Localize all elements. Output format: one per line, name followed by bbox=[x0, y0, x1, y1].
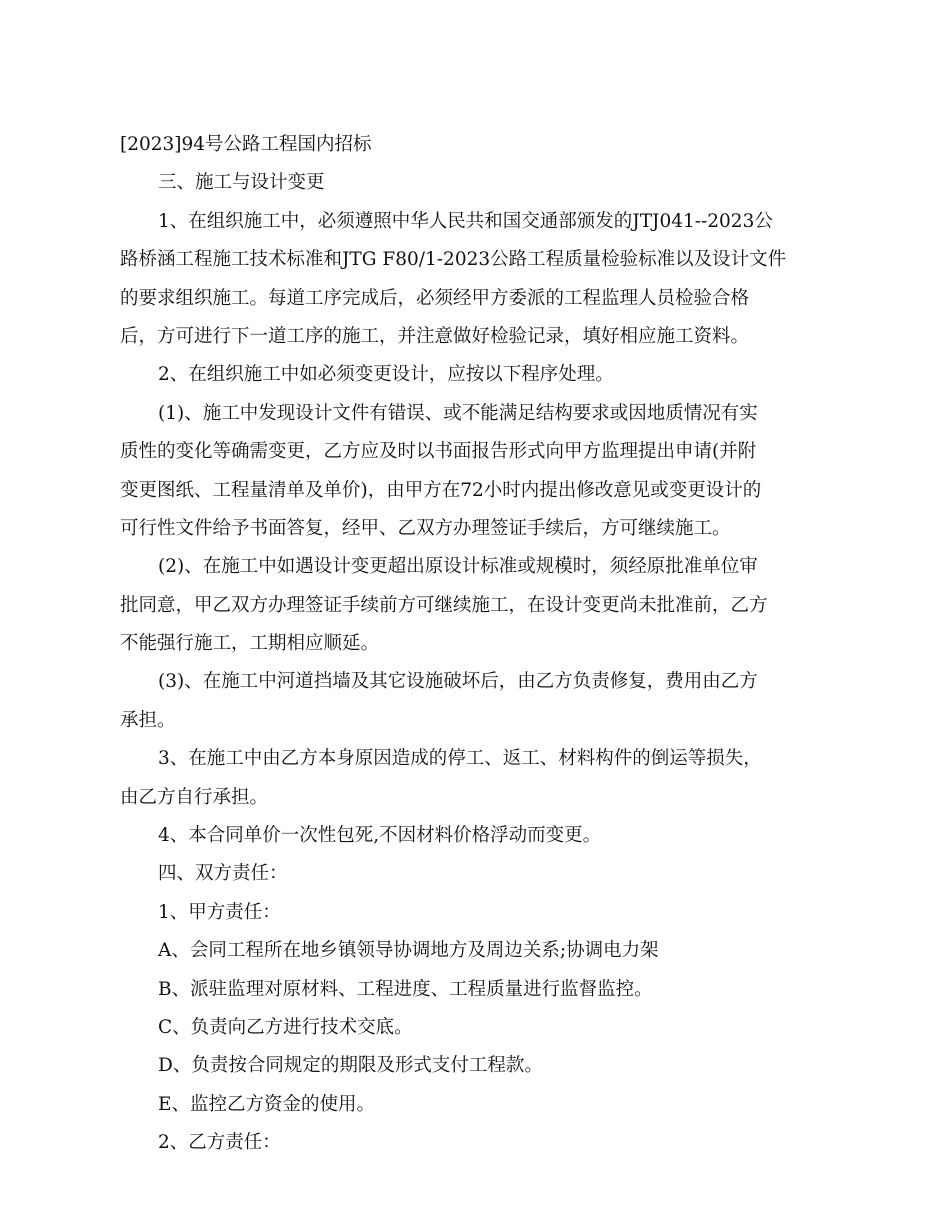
text-line: D、负责按合同规定的期限及形式支付工程款。 bbox=[158, 1055, 543, 1077]
text-line: 变更图纸、工程量清单及单价)，由甲方在72小时内提出修改意见或变更设计的 bbox=[120, 479, 762, 501]
text-line: 路桥涵工程施工技术标准和JTG F80/1-2023公路工程质量检验标准以及设计文件 bbox=[120, 249, 787, 271]
document-body bbox=[120, 126, 810, 1163]
text-line: (3)、在施工中河道挡墙及其它设施破坏后，由乙方负责修复，费用由乙方 bbox=[158, 671, 758, 693]
text-line: B、派驻监理对原材料、工程进度、工程质量进行监督监控。 bbox=[158, 978, 653, 1000]
text-line: 后，方可进行下一道工序的施工，并注意做好检验记录，填好相应施工资料。 bbox=[120, 325, 750, 347]
text-line: 2、乙方责任： bbox=[158, 1132, 281, 1154]
text-line: (1)、施工中发现设计文件有错误、或不能满足结构要求或因地质情况有实 bbox=[158, 402, 758, 424]
text-line: E、监控乙方资金的使用。 bbox=[158, 1093, 376, 1115]
text-line: 批同意，甲乙双方办理签证手续前方可继续施工，在设计变更尚未批准前，乙方 bbox=[120, 594, 768, 616]
text-line: 四、双方责任： bbox=[158, 863, 288, 885]
text-line: 由乙方自行承担。 bbox=[120, 786, 269, 808]
text-line: 的要求组织施工。每道工序完成后，必须经甲方委派的工程监理人员检验合格 bbox=[120, 287, 750, 309]
text-line: 可行性文件给予书面答复，经甲、乙双方办理签证手续后，方可继续施工。 bbox=[120, 517, 731, 539]
text-line: 三、施工与设计变更 bbox=[158, 172, 325, 194]
text-line: C、负责向乙方进行技术交底。 bbox=[158, 1016, 413, 1038]
text-line: 1、在组织施工中，必须遵照中华人民共和国交通部颁发的JTJ041--2023公 bbox=[158, 210, 773, 232]
text-line: 1、甲方责任： bbox=[158, 901, 281, 923]
text-line: A、会同工程所在地乡镇领导协调地方及周边关系;协调电力架 bbox=[158, 940, 659, 962]
text-line: 3、在施工中由乙方本身原因造成的停工、返工、材料构件的倒运等损失， bbox=[158, 748, 762, 770]
text-line: 4、本合同单价一次性包死,不因材料价格浮动而变更。 bbox=[158, 825, 602, 847]
text-line: 不能强行施工，工期相应顺延。 bbox=[120, 633, 380, 655]
text-line: 承担。 bbox=[120, 709, 176, 731]
text-line: (2)、在施工中如遇设计变更超出原设计标准或规模时，须经原批准单位审 bbox=[158, 556, 758, 578]
document-title: [2023]94号公路工程国内招标 bbox=[120, 134, 372, 155]
text-line: 2、在组织施工中如必须变更设计，应按以下程序处理。 bbox=[158, 364, 614, 386]
text-line: 质性的变化等确需变更，乙方应及时以书面报告形式向甲方监理提出申请(并附 bbox=[120, 441, 757, 463]
